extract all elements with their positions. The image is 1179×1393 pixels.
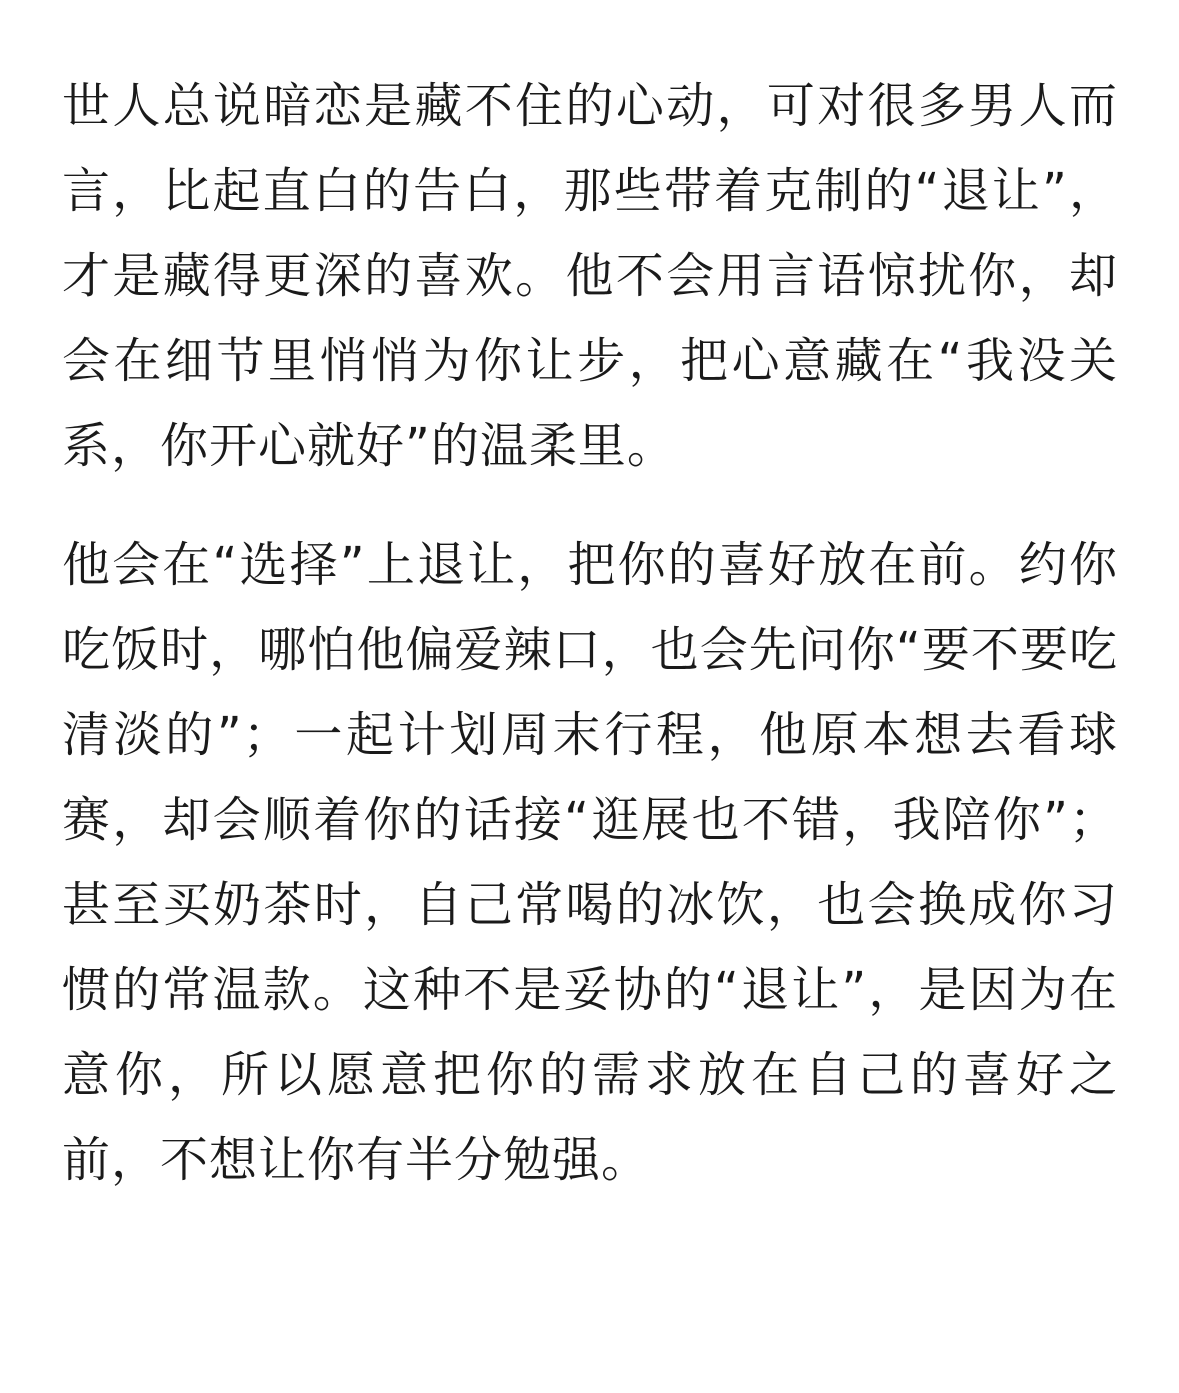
- article-body: [62, 64, 1118, 1237]
- article-paragraph-1: 世人总说暗恋是藏不住的心动，可对很多男人而言，比起直白的告白，那些带着克制的“退让”，才是藏得更深的喜欢。他不会用言语惊扰你，却会在细节里悄悄为你让步，把心意藏在“我没关系，你开心就好”的温柔里。: [62, 78, 1118, 474]
- article-paragraph-2: 他会在“选择”上退让，把你的喜好放在前。约你吃饭时，哪怕他偏爱辣口，也会先问你“要不要吃清淡的”；一起计划周末行程，他原本想去看球赛，却会顺着你的话接“逛展也不错，我陪你”；甚至买奶茶时，自己常喝的冰饮，也会换成你习惯的常温款。这种不是妥协的“退让”，是因为在意你，所以愿意把你的需求放在自己的喜好之前，不想让你有半分勉强。: [62, 537, 1118, 1188]
